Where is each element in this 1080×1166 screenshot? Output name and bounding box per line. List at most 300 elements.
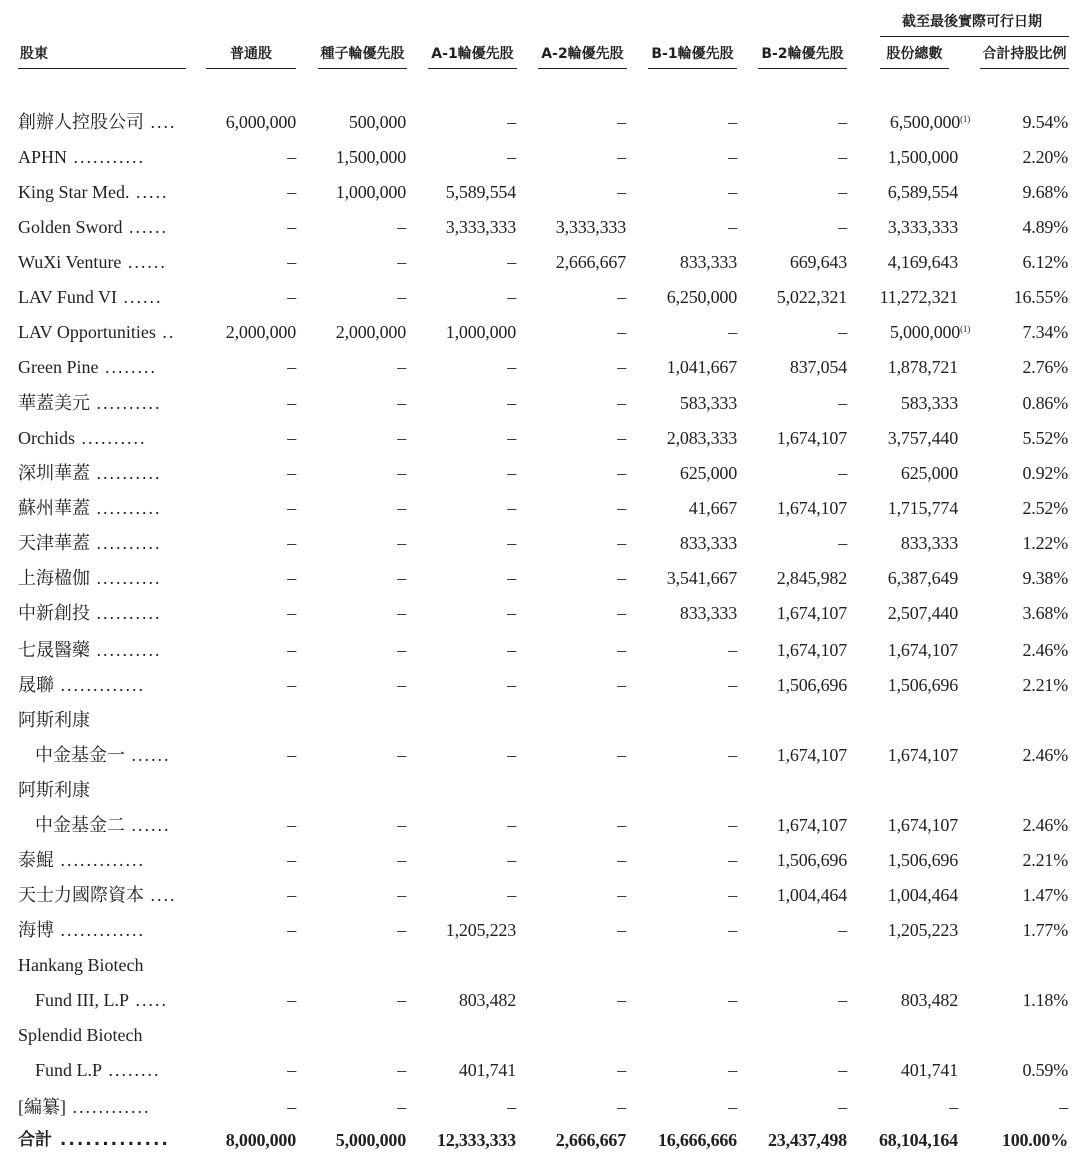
shareholder-name-text: 泰鯤 — [18, 850, 54, 870]
table-row — [0, 175, 1080, 210]
cell-B-1輪優先股 — [728, 843, 737, 878]
cell-value: 2,000,000 — [335, 322, 406, 342]
cell-value: – — [728, 640, 737, 660]
cell-A-1輪優先股 — [507, 350, 516, 385]
cell-value: – — [507, 1097, 516, 1117]
leader-dots: ...... — [121, 252, 167, 272]
cell-value: 1,674,107 — [776, 603, 847, 623]
cell-value: – — [617, 675, 626, 695]
shareholder-name — [18, 561, 162, 596]
cell-普通股 — [287, 596, 296, 631]
cell-value: 1,674,107 — [776, 428, 847, 448]
shareholder-name — [18, 703, 90, 738]
cell-value: – — [507, 147, 516, 167]
cell-value: 1,004,464 — [776, 885, 847, 905]
cell-股份總數 — [880, 280, 958, 315]
cell-value: – — [397, 217, 406, 237]
cell-value: – — [617, 603, 626, 623]
shareholder-name-text: Golden Sword — [18, 217, 123, 237]
cell-value: – — [507, 603, 516, 623]
cell-A-1輪優先股 — [507, 421, 516, 456]
cell-value: – — [287, 252, 296, 272]
cell-value: 6,589,554 — [887, 182, 958, 202]
cell-value: – — [838, 920, 847, 940]
shareholder-name — [18, 668, 145, 703]
cell-普通股 — [287, 210, 296, 245]
cell-普通股 — [287, 421, 296, 456]
cell-value: – — [397, 1097, 406, 1117]
column-header-rule-7 — [880, 68, 949, 69]
cell-value: 2.76% — [1022, 357, 1068, 377]
cell-value: – — [838, 322, 847, 342]
cell-A-2輪優先股 — [617, 105, 626, 140]
shareholder-name-text: 海博 — [18, 920, 54, 940]
cell-value: 6,000,000 — [225, 112, 296, 132]
cell-value: – — [507, 252, 516, 272]
cell-種子輪優先股 — [336, 315, 406, 350]
table-row — [0, 315, 1080, 350]
cell-value: – — [507, 463, 516, 483]
cell-value: – — [507, 357, 516, 377]
cell-value: – — [728, 920, 737, 940]
cell-股份總數 — [888, 878, 958, 913]
cell-value: 669,643 — [789, 252, 847, 272]
column-header-rule-2 — [318, 68, 407, 69]
cell-value: – — [838, 182, 847, 202]
cell-股份總數 — [888, 738, 958, 773]
cell-value: 16.55% — [1013, 287, 1068, 307]
leader-dots: ...... — [125, 745, 171, 765]
table-row — [0, 1090, 1080, 1125]
cell-value: – — [617, 357, 626, 377]
cell-股份總數 — [890, 315, 970, 350]
cell-value: – — [617, 640, 626, 660]
cell-value: 100.00% — [1001, 1130, 1068, 1150]
cell-value: 8,000,000 — [225, 1130, 296, 1150]
cell-value: – — [617, 1097, 626, 1117]
shareholder-name — [18, 843, 145, 878]
cell-A-2輪優先股 — [617, 738, 626, 773]
cell-股份總數 — [901, 526, 958, 561]
cell-B-1輪優先股 — [658, 1123, 737, 1158]
cell-value: – — [287, 182, 296, 202]
cell-種子輪優先股 — [397, 280, 406, 315]
cell-A-1輪優先股 — [446, 175, 516, 210]
cell-value: – — [397, 393, 406, 413]
cell-B-1輪優先股 — [680, 456, 737, 491]
cell-合計持股比例 — [1059, 1090, 1068, 1125]
cell-value: – — [617, 533, 626, 553]
table-row — [0, 105, 1080, 140]
shareholder-name — [35, 1053, 161, 1088]
cell-value: 2,666,667 — [555, 1130, 626, 1150]
shareholder-name — [18, 350, 157, 385]
leader-dots: ............. — [54, 675, 145, 695]
cell-種子輪優先股 — [397, 983, 406, 1018]
column-header-6: B-2輪優先股 — [761, 46, 844, 62]
cell-合計持股比例 — [1023, 245, 1069, 280]
cell-value: 1,674,107 — [887, 745, 958, 765]
cell-B-1輪優先股 — [667, 561, 737, 596]
cell-value: 1,506,696 — [887, 850, 958, 870]
cell-value: 3,333,333 — [887, 217, 958, 237]
cell-value: 0.59% — [1022, 1060, 1068, 1080]
cell-A-1輪優先股 — [459, 1053, 516, 1088]
cell-value: – — [287, 428, 296, 448]
cell-A-1輪優先股 — [507, 140, 516, 175]
cell-value: – — [397, 920, 406, 940]
shareholder-name — [18, 175, 169, 210]
cell-value: – — [287, 357, 296, 377]
cell-B-2輪優先股 — [777, 596, 847, 631]
leader-dots: ............. — [54, 920, 145, 940]
shareholder-name-text: 晟聯 — [18, 675, 54, 695]
cell-A-1輪優先股 — [507, 596, 516, 631]
table-row — [0, 808, 1080, 843]
cell-value: 23,437,498 — [767, 1130, 847, 1150]
column-header-2: 種子輪優先股 — [320, 46, 405, 62]
cell-value: – — [617, 850, 626, 870]
cell-A-2輪優先股 — [617, 808, 626, 843]
shareholder-name — [18, 140, 145, 175]
cell-value: 6.12% — [1022, 252, 1068, 272]
cell-合計持股比例 — [1023, 596, 1069, 631]
column-header-0: 股東 — [20, 46, 48, 62]
cell-value: 3,333,333 — [555, 217, 626, 237]
cell-value: – — [507, 533, 516, 553]
cell-B-2輪優先股 — [838, 1053, 847, 1088]
shareholder-name — [18, 456, 162, 491]
table-row — [0, 913, 1080, 948]
cell-value: – — [287, 745, 296, 765]
cell-B-1輪優先股 — [728, 175, 737, 210]
shareholder-name-text: APHN — [18, 147, 68, 167]
cell-value: 401,741 — [900, 1060, 958, 1080]
cell-普通股 — [226, 1123, 296, 1158]
column-header-rule-8 — [980, 68, 1069, 69]
cell-value: 625,000 — [679, 463, 737, 483]
cell-合計持股比例 — [1023, 808, 1069, 843]
cell-value: – — [397, 885, 406, 905]
shareholder-name — [18, 773, 90, 808]
cell-value: 0.86% — [1022, 393, 1068, 413]
table-row — [0, 878, 1080, 913]
cell-value: 1,004,464 — [887, 885, 958, 905]
cell-種子輪優先股 — [397, 738, 406, 773]
shareholder-name — [35, 808, 171, 843]
cell-value: – — [949, 1097, 958, 1117]
cell-合計持股比例 — [1023, 526, 1069, 561]
cell-A-1輪優先股 — [507, 1090, 516, 1125]
column-header-rule-0 — [18, 68, 186, 69]
shareholder-name — [35, 738, 171, 773]
cell-value: 583,333 — [900, 393, 958, 413]
cell-value: – — [617, 287, 626, 307]
cell-A-1輪優先股 — [507, 561, 516, 596]
cell-種子輪優先股 — [397, 245, 406, 280]
shareholder-name — [18, 878, 177, 913]
cell-B-2輪優先股 — [768, 1123, 847, 1158]
cell-B-1輪優先股 — [728, 983, 737, 1018]
footnote-marker: (1) — [960, 324, 970, 334]
cell-value: 1,674,107 — [887, 815, 958, 835]
cell-B-2輪優先股 — [777, 843, 847, 878]
cell-股份總數 — [888, 596, 958, 631]
cell-種子輪優先股 — [397, 421, 406, 456]
cell-value: 833,333 — [679, 603, 737, 623]
shareholder-name-text: King Star Med. — [18, 182, 130, 202]
shareholder-name-text: 七晟醫藥 — [18, 640, 90, 660]
cell-value: 3,333,333 — [445, 217, 516, 237]
cell-value: 803,482 — [900, 990, 958, 1010]
cell-股份總數 — [888, 210, 958, 245]
cell-B-2輪優先股 — [790, 245, 847, 280]
shareholder-name — [18, 491, 162, 526]
cell-value: – — [397, 1060, 406, 1080]
cell-合計持股比例 — [1023, 175, 1069, 210]
shareholder-name-text: Fund L.P — [35, 1060, 103, 1080]
leader-dots: ..... — [129, 182, 169, 202]
cell-普通股 — [287, 878, 296, 913]
cell-A-2輪優先股 — [617, 561, 626, 596]
cell-B-1輪優先股 — [667, 280, 737, 315]
shareholder-name-text: [編纂] — [18, 1097, 66, 1117]
cell-股份總數 — [949, 1090, 958, 1125]
cell-value: 6,250,000 — [666, 287, 737, 307]
cell-value: – — [728, 1060, 737, 1080]
cell-普通股 — [287, 526, 296, 561]
cell-value: – — [838, 393, 847, 413]
shareholder-name — [18, 913, 145, 948]
cell-普通股 — [287, 491, 296, 526]
cell-B-1輪優先股 — [680, 526, 737, 561]
cell-value: 1,000,000 — [445, 322, 516, 342]
cell-value: – — [617, 1060, 626, 1080]
cell-value: 1,674,107 — [776, 815, 847, 835]
cell-A-1輪優先股 — [446, 315, 516, 350]
column-header-rule-4 — [538, 68, 627, 69]
column-header-4: A-2輪優先股 — [541, 46, 624, 62]
cell-value: – — [507, 675, 516, 695]
shareholder-name — [18, 633, 162, 668]
cell-A-2輪優先股 — [617, 1053, 626, 1088]
cell-B-1輪優先股 — [728, 808, 737, 843]
cell-value: – — [287, 920, 296, 940]
cell-股份總數 — [888, 913, 958, 948]
cell-value: – — [287, 147, 296, 167]
shareholder-name — [18, 1090, 151, 1125]
cell-普通股 — [287, 1053, 296, 1088]
cell-value: – — [617, 885, 626, 905]
cell-A-1輪優先股 — [507, 738, 516, 773]
cell-股份總數 — [888, 175, 958, 210]
shareholder-name — [18, 386, 162, 421]
shareholder-name-text: 深圳華蓋 — [18, 463, 90, 483]
cell-B-2輪優先股 — [838, 913, 847, 948]
cell-A-2輪優先股 — [617, 456, 626, 491]
cell-value: 2,000,000 — [225, 322, 296, 342]
cell-B-2輪優先股 — [838, 140, 847, 175]
cell-value: 5,022,321 — [776, 287, 847, 307]
cell-A-2輪優先股 — [617, 843, 626, 878]
shareholder-name — [18, 596, 162, 631]
cell-value: 2.46% — [1022, 815, 1068, 835]
shareholder-name-text: 中金基金一 — [35, 745, 125, 765]
cell-value: – — [397, 463, 406, 483]
cell-value: – — [838, 1097, 847, 1117]
cell-value: – — [287, 568, 296, 588]
cell-value: – — [838, 463, 847, 483]
cell-value: 16,666,666 — [657, 1130, 737, 1150]
table-row — [0, 245, 1080, 280]
cell-value: – — [507, 428, 516, 448]
cell-value: – — [617, 147, 626, 167]
cell-A-2輪優先股 — [617, 386, 626, 421]
shareholder-name-text: 阿斯利康 — [18, 710, 90, 730]
cell-A-2輪優先股 — [617, 913, 626, 948]
cell-合計持股比例 — [1023, 913, 1069, 948]
cell-value: – — [617, 182, 626, 202]
cell-value: – — [617, 745, 626, 765]
cell-種子輪優先股 — [336, 140, 406, 175]
table-row — [0, 280, 1080, 315]
cell-value: – — [287, 533, 296, 553]
shareholder-name-text: 華蓋美元 — [18, 393, 90, 413]
cell-value: – — [397, 815, 406, 835]
cell-value: – — [838, 990, 847, 1010]
cell-普通股 — [287, 245, 296, 280]
shareholder-name-text: Orchids — [18, 428, 75, 448]
cell-value: – — [287, 885, 296, 905]
cell-value: – — [287, 640, 296, 660]
shareholder-name — [18, 245, 167, 280]
cell-value: 2.46% — [1022, 745, 1068, 765]
cell-value: 11,272,321 — [879, 287, 958, 307]
leader-dots: .......... — [75, 428, 147, 448]
total-row — [0, 1123, 1080, 1158]
cell-value: 5,000,000 — [335, 1130, 406, 1150]
cell-A-2輪優先股 — [617, 350, 626, 385]
cell-A-2輪優先股 — [556, 245, 626, 280]
cell-股份總數 — [888, 668, 958, 703]
leader-dots: ...... — [122, 217, 168, 237]
cell-value: – — [397, 675, 406, 695]
cell-B-2輪優先股 — [777, 878, 847, 913]
cell-合計持股比例 — [1023, 983, 1069, 1018]
cell-value: 4,169,643 — [887, 252, 958, 272]
cell-A-2輪優先股 — [617, 1090, 626, 1125]
cell-value: 9.54% — [1022, 112, 1068, 132]
cell-value: 833,333 — [679, 533, 737, 553]
cell-value: – — [838, 1060, 847, 1080]
shareholder-name-text: 創辦人控股公司 — [18, 112, 144, 132]
leader-dots: .......... — [90, 533, 162, 553]
cell-種子輪優先股 — [397, 456, 406, 491]
cell-合計持股比例 — [1023, 668, 1069, 703]
table-row — [0, 421, 1080, 456]
cell-B-1輪優先股 — [667, 350, 737, 385]
cell-value: 2,845,982 — [776, 568, 847, 588]
cell-value: – — [287, 498, 296, 518]
shareholder-name — [18, 210, 168, 245]
cell-股份總數 — [879, 1123, 958, 1158]
cell-A-1輪優先股 — [507, 105, 516, 140]
cell-A-1輪優先股 — [507, 878, 516, 913]
shareholder-name-text: Fund III, L.P — [35, 990, 129, 1010]
footnote-marker: (1) — [960, 114, 970, 124]
cell-A-2輪優先股 — [617, 491, 626, 526]
cell-value: – — [287, 463, 296, 483]
cell-value: – — [507, 815, 516, 835]
column-header-rule-1 — [206, 68, 296, 69]
cell-value: 1,205,223 — [887, 920, 958, 940]
leader-dots: ............. — [54, 850, 145, 870]
cell-A-2輪優先股 — [617, 280, 626, 315]
cell-value: – — [397, 287, 406, 307]
cell-種子輪優先股 — [397, 1053, 406, 1088]
cell-value: – — [838, 112, 847, 132]
column-header-7: 股份總數 — [886, 46, 943, 62]
cell-value: 12,333,333 — [436, 1130, 516, 1150]
cell-B-1輪優先股 — [728, 315, 737, 350]
cell-value: 401,741 — [458, 1060, 516, 1080]
leader-dots: ........... — [67, 147, 146, 167]
table-row — [0, 456, 1080, 491]
cell-value: 803,482 — [458, 990, 516, 1010]
leader-dots: .......... — [90, 463, 162, 483]
cell-value: 1,878,721 — [887, 357, 958, 377]
cell-種子輪優先股 — [397, 878, 406, 913]
cell-普通股 — [287, 140, 296, 175]
table-row — [0, 633, 1080, 668]
cell-value: – — [287, 815, 296, 835]
cell-B-2輪優先股 — [838, 105, 847, 140]
cell-B-1輪優先股 — [728, 140, 737, 175]
cell-value: – — [728, 217, 737, 237]
shareholder-name — [18, 421, 147, 456]
cell-股份總數 — [888, 843, 958, 878]
table-row — [0, 140, 1080, 175]
cell-合計持股比例 — [1023, 386, 1069, 421]
cell-B-2輪優先股 — [838, 526, 847, 561]
group-header-rule — [880, 36, 1069, 37]
cell-種子輪優先股 — [397, 561, 406, 596]
cell-A-1輪優先股 — [446, 210, 516, 245]
column-header-rule-6 — [758, 68, 847, 69]
leader-dots: .... — [144, 885, 177, 905]
cell-普通股 — [287, 913, 296, 948]
cell-value: – — [507, 640, 516, 660]
cell-value: 500,000 — [348, 112, 406, 132]
cell-value: 4.89% — [1022, 217, 1068, 237]
cell-value: 625,000 — [900, 463, 958, 483]
cell-B-2輪優先股 — [777, 633, 847, 668]
cell-value: 41,667 — [688, 498, 737, 518]
table-row — [0, 1053, 1080, 1088]
shareholder-name-text: 天士力國際資本 — [18, 885, 144, 905]
cell-股份總數 — [888, 561, 958, 596]
cell-value: – — [507, 745, 516, 765]
shareholder-name — [18, 1018, 143, 1053]
cell-B-1輪優先股 — [728, 878, 737, 913]
leader-dots: .......... — [90, 498, 162, 518]
cell-value: – — [728, 990, 737, 1010]
shareholder-name-text: 中金基金二 — [35, 815, 125, 835]
cell-A-2輪優先股 — [556, 1123, 626, 1158]
leader-dots: .......... — [90, 640, 162, 660]
cell-A-1輪優先股 — [459, 983, 516, 1018]
cell-A-2輪優先股 — [617, 668, 626, 703]
